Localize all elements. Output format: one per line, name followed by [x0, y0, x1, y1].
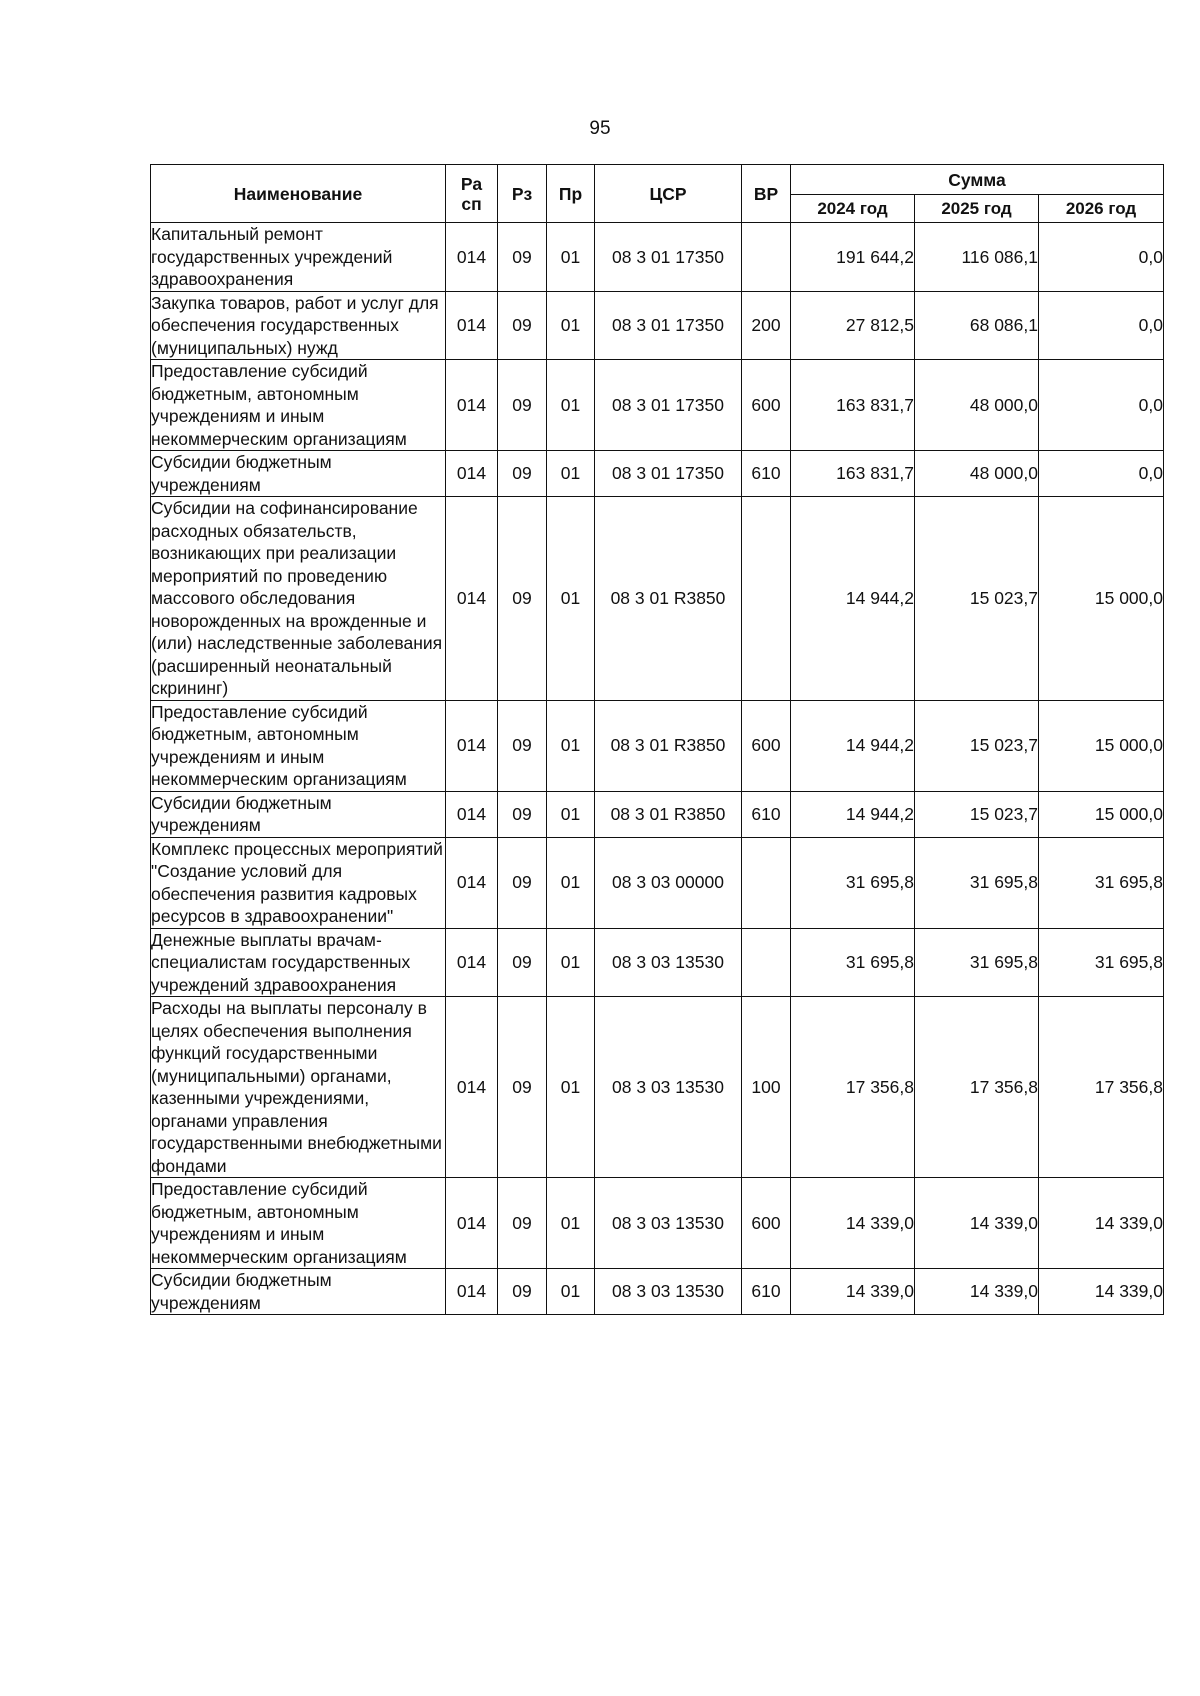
row-rz: 09 [498, 1269, 547, 1315]
row-sum-2025: 15 023,7 [915, 497, 1039, 701]
row-name: Закупка товаров, работ и услуг для обеспечения государственных (муниципальных) нужд [151, 291, 446, 360]
row-csr: 08 3 01 17350 [595, 223, 742, 292]
row-rasp: 014 [446, 997, 498, 1178]
row-name: Предоставление субсидий бюджетным, автономным учреждениям и иным некоммерческим организациям [151, 360, 446, 451]
row-sum-2024: 17 356,8 [791, 997, 915, 1178]
budget-table [150, 164, 1164, 1315]
row-sum-2026: 0,0 [1039, 451, 1164, 497]
row-sum-2024: 31 695,8 [791, 837, 915, 928]
table-row [151, 223, 1164, 292]
row-vr [742, 497, 791, 701]
row-rasp: 014 [446, 497, 498, 701]
row-rz: 09 [498, 928, 547, 997]
row-sum-2024: 163 831,7 [791, 451, 915, 497]
row-rz: 09 [498, 837, 547, 928]
page-number: 95 [589, 118, 611, 139]
row-vr: 600 [742, 360, 791, 451]
row-sum-2025: 15 023,7 [915, 791, 1039, 837]
table-row [151, 1269, 1164, 1315]
header-summa: Сумма [791, 165, 1164, 195]
row-pr: 01 [547, 700, 595, 791]
row-sum-2026: 31 695,8 [1039, 928, 1164, 997]
row-rasp: 014 [446, 1178, 498, 1269]
row-name: Денежные выплаты врачам-специалистам государственных учреждений здравоохранения [151, 928, 446, 997]
row-name: Субсидии бюджетным учреждениям [151, 791, 446, 837]
row-csr: 08 3 01 17350 [595, 451, 742, 497]
row-vr: 610 [742, 451, 791, 497]
row-sum-2026: 15 000,0 [1039, 497, 1164, 701]
row-pr: 01 [547, 451, 595, 497]
row-sum-2024: 14 944,2 [791, 791, 915, 837]
row-sum-2024: 14 944,2 [791, 700, 915, 791]
row-sum-2025: 15 023,7 [915, 700, 1039, 791]
row-rz: 09 [498, 360, 547, 451]
row-pr: 01 [547, 360, 595, 451]
table-row [151, 837, 1164, 928]
row-vr [742, 223, 791, 292]
table-row [151, 791, 1164, 837]
row-rasp: 014 [446, 700, 498, 791]
header-rasp-line1: Ра [460, 173, 483, 194]
row-sum-2025: 68 086,1 [915, 291, 1039, 360]
table-row [151, 928, 1164, 997]
row-vr [742, 837, 791, 928]
row-rasp: 014 [446, 223, 498, 292]
row-rz: 09 [498, 223, 547, 292]
table-row [151, 1178, 1164, 1269]
row-name: Комплекс процессных мероприятий "Создание условий для обеспечения развития кадровых ресурсов в здравоохранении" [151, 837, 446, 928]
row-csr: 08 3 03 13530 [595, 1269, 742, 1315]
row-sum-2025: 48 000,0 [915, 360, 1039, 451]
row-sum-2024: 163 831,7 [791, 360, 915, 451]
row-vr: 600 [742, 1178, 791, 1269]
row-pr: 01 [547, 928, 595, 997]
row-vr: 100 [742, 997, 791, 1178]
row-sum-2024: 191 644,2 [791, 223, 915, 292]
row-pr: 01 [547, 223, 595, 292]
row-vr: 200 [742, 291, 791, 360]
row-rz: 09 [498, 1178, 547, 1269]
row-rz: 09 [498, 497, 547, 701]
row-vr: 600 [742, 700, 791, 791]
header-year-2026: 2026 год [1039, 195, 1164, 223]
row-name: Субсидии на софинансирование расходных обязательств, возникающих при реализации мероприятий по проведению массового обследования новорожденных на врожденные и (или) наследственные заболевания (расширенный неонатальный скрининг) [151, 497, 446, 701]
row-vr: 610 [742, 791, 791, 837]
row-sum-2024: 31 695,8 [791, 928, 915, 997]
row-sum-2024: 14 944,2 [791, 497, 915, 701]
header-year-2024: 2024 год [791, 195, 915, 223]
row-csr: 08 3 03 13530 [595, 928, 742, 997]
row-sum-2026: 31 695,8 [1039, 837, 1164, 928]
row-name: Предоставление субсидий бюджетным, автономным учреждениям и иным некоммерческим организациям [151, 700, 446, 791]
header-row [151, 165, 1164, 195]
row-sum-2024: 14 339,0 [791, 1178, 915, 1269]
table-row [151, 451, 1164, 497]
row-rasp: 014 [446, 837, 498, 928]
row-sum-2025: 14 339,0 [915, 1178, 1039, 1269]
row-csr: 08 3 03 00000 [595, 837, 742, 928]
row-rz: 09 [498, 700, 547, 791]
table-row [151, 997, 1164, 1178]
row-rasp: 014 [446, 1269, 498, 1315]
row-vr [742, 928, 791, 997]
row-rz: 09 [498, 791, 547, 837]
header-year-2025: 2025 год [915, 195, 1039, 223]
row-rasp: 014 [446, 791, 498, 837]
table-row [151, 700, 1164, 791]
row-name: Предоставление субсидий бюджетным, автономным учреждениям и иным некоммерческим организациям [151, 1178, 446, 1269]
row-rz: 09 [498, 291, 547, 360]
row-sum-2025: 116 086,1 [915, 223, 1039, 292]
row-sum-2026: 17 356,8 [1039, 997, 1164, 1178]
row-rasp: 014 [446, 451, 498, 497]
row-sum-2026: 0,0 [1039, 360, 1164, 451]
row-pr: 01 [547, 1178, 595, 1269]
header-vr: ВР [742, 165, 791, 223]
row-sum-2025: 14 339,0 [915, 1269, 1039, 1315]
row-name: Субсидии бюджетным учреждениям [151, 451, 446, 497]
table-row [151, 291, 1164, 360]
row-sum-2026: 15 000,0 [1039, 700, 1164, 791]
row-csr: 08 3 03 13530 [595, 1178, 742, 1269]
row-csr: 08 3 03 13530 [595, 997, 742, 1178]
row-rz: 09 [498, 451, 547, 497]
row-pr: 01 [547, 997, 595, 1178]
row-sum-2026: 0,0 [1039, 223, 1164, 292]
row-sum-2025: 31 695,8 [915, 928, 1039, 997]
table-row [151, 360, 1164, 451]
row-sum-2026: 15 000,0 [1039, 791, 1164, 837]
row-pr: 01 [547, 497, 595, 701]
row-name: Капитальный ремонт государственных учреждений здравоохранения [151, 223, 446, 292]
row-csr: 08 3 01 R3850 [595, 497, 742, 701]
row-csr: 08 3 01 17350 [595, 360, 742, 451]
row-vr: 610 [742, 1269, 791, 1315]
header-rz: Рз [498, 165, 547, 223]
row-pr: 01 [547, 291, 595, 360]
row-csr: 08 3 01 17350 [595, 291, 742, 360]
table-row [151, 497, 1164, 701]
row-csr: 08 3 01 R3850 [595, 791, 742, 837]
row-sum-2026: 0,0 [1039, 291, 1164, 360]
header-rasp-line2: сп [461, 193, 482, 214]
row-sum-2026: 14 339,0 [1039, 1178, 1164, 1269]
row-pr: 01 [547, 1269, 595, 1315]
row-rz: 09 [498, 997, 547, 1178]
row-name: Расходы на выплаты персоналу в целях обеспечения выполнения функций государственными (муниципальными) органами, казенными учреждениями, органами управления государственными внебюджетными фондами [151, 997, 446, 1178]
row-pr: 01 [547, 791, 595, 837]
header-csr: ЦСР [595, 165, 742, 223]
row-sum-2025: 48 000,0 [915, 451, 1039, 497]
header-name: Наименование [151, 165, 446, 223]
row-sum-2025: 17 356,8 [915, 997, 1039, 1178]
row-rasp: 014 [446, 928, 498, 997]
row-rasp: 014 [446, 360, 498, 451]
header-pr: Пр [547, 165, 595, 223]
row-csr: 08 3 01 R3850 [595, 700, 742, 791]
header-rasp [446, 165, 498, 223]
row-pr: 01 [547, 837, 595, 928]
row-name: Субсидии бюджетным учреждениям [151, 1269, 446, 1315]
row-sum-2024: 27 812,5 [791, 291, 915, 360]
row-rasp: 014 [446, 291, 498, 360]
row-sum-2026: 14 339,0 [1039, 1269, 1164, 1315]
row-sum-2024: 14 339,0 [791, 1269, 915, 1315]
row-sum-2025: 31 695,8 [915, 837, 1039, 928]
